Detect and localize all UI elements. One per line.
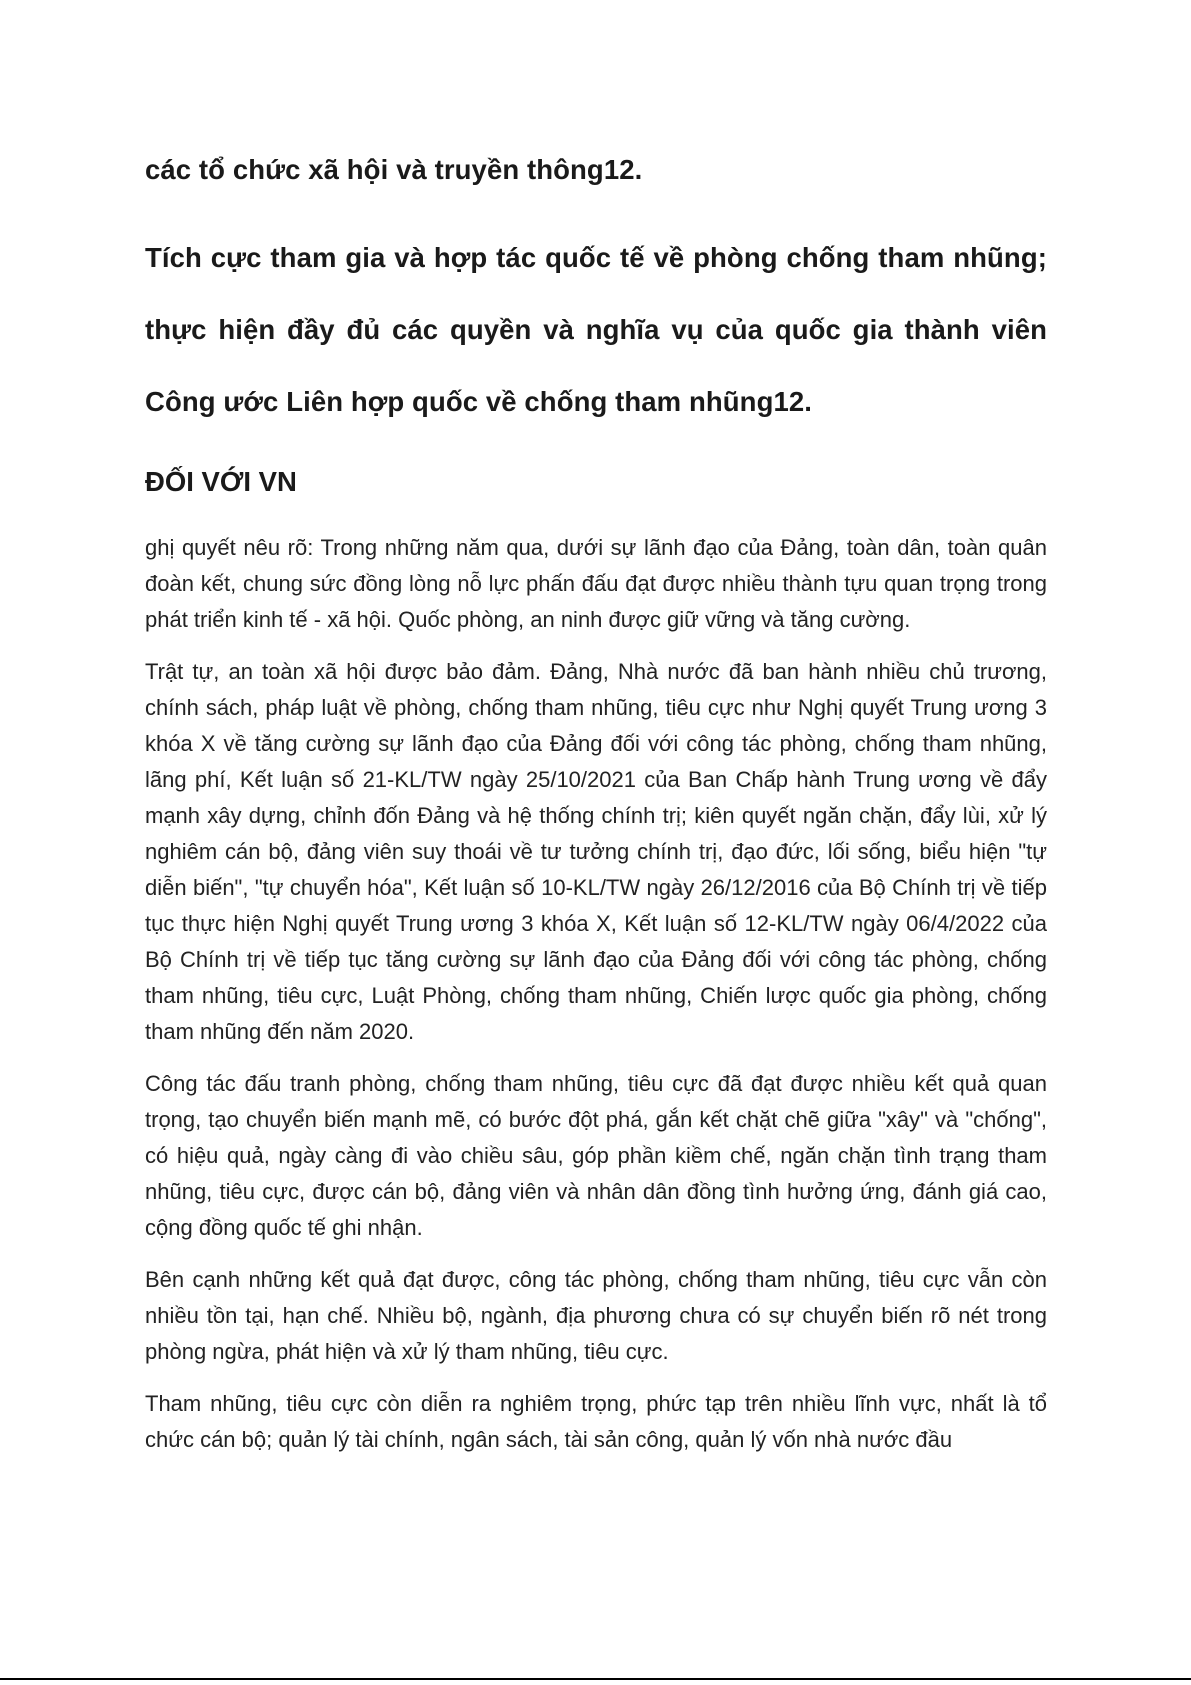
body-paragraph: Tham nhũng, tiêu cực còn diễn ra nghiêm trọng, phức tạp trên nhiều lĩnh vực, nhất là tổ chức cán bộ; quản lý tài chính, ngân sách, tài sản công, quản lý vốn nhà nước đầu	[145, 1391, 1047, 1452]
section-heading: ĐỐI VỚI VN	[145, 466, 297, 497]
bold-paragraph-top: các tổ chức xã hội và truyền thông12.	[145, 154, 643, 185]
body-paragraph: Công tác đấu tranh phòng, chống tham nhũng, tiêu cực đã đạt được nhiều kết quả quan trọng, tạo chuyển biến mạnh mẽ, có bước đột phá, gắn kết chặt chẽ giữa "xây" và "chống", có hiệu quả, ngày càng đi vào chiều sâu, góp phần kiềm chế, ngăn chặn tình trạng tham nhũng, tiêu cực, được cán bộ, đảng viên và nhân dân đồng tình hưởng ứng, đánh giá cao, cộng đồng quốc tế ghi nhận.	[145, 1071, 1047, 1240]
bold-paragraph-international-cooperation: Tích cực tham gia và hợp tác quốc tế về phòng chống tham nhũng; thực hiện đầy đủ các quyền và nghĩa vụ của quốc gia thành viên Công ước Liên hợp quốc về chống tham nhũng12.	[145, 242, 1047, 417]
page-bottom-rule	[0, 1678, 1191, 1680]
document-page	[145, 150, 1047, 1474]
body-paragraph: ghị quyết nêu rõ: Trong những năm qua, dưới sự lãnh đạo của Đảng, toàn dân, toàn quân đoàn kết, chung sức đồng lòng nỗ lực phấn đấu đạt được nhiều thành tựu quan trọng trong phát triển kinh tế - xã hội. Quốc phòng, an ninh được giữ vững và tăng cường.	[145, 535, 1047, 632]
body-paragraph: Trật tự, an toàn xã hội được bảo đảm. Đảng, Nhà nước đã ban hành nhiều chủ trương, chính sách, pháp luật về phòng, chống tham nhũng, tiêu cực như Nghị quyết Trung ương 3 khóa X về tăng cường sự lãnh đạo của Đảng đối với công tác phòng, chống tham nhũng, lãng phí, Kết luận số 21-KL/TW ngày 25/10/2021 của Ban Chấp hành Trung ương về đẩy mạnh xây dựng, chỉnh đốn Đảng và hệ thống chính trị; kiên quyết ngăn chặn, đẩy lùi, xử lý nghiêm cán bộ, đảng viên suy thoái về tư tưởng chính trị, đạo đức, lối sống, biểu hiện "tự diễn biến", "tự chuyển hóa", Kết luận số 10-KL/TW ngày 26/12/2016 của Bộ Chính trị về tiếp tục thực hiện Nghị quyết Trung ương 3 khóa X, Kết luận số 12-KL/TW ngày 06/4/2022 của Bộ Chính trị về tiếp tục tăng cường sự lãnh đạo của Đảng đối với công tác phòng, chống tham nhũng, tiêu cực, Luật Phòng, chống tham nhũng, Chiến lược quốc gia phòng, chống tham nhũng đến năm 2020.	[145, 659, 1047, 1044]
body-paragraph: Bên cạnh những kết quả đạt được, công tác phòng, chống tham nhũng, tiêu cực vẫn còn nhiều tồn tại, hạn chế. Nhiều bộ, ngành, địa phương chưa có sự chuyển biến rõ nét trong phòng ngừa, phát hiện và xử lý tham nhũng, tiêu cực.	[145, 1267, 1047, 1364]
